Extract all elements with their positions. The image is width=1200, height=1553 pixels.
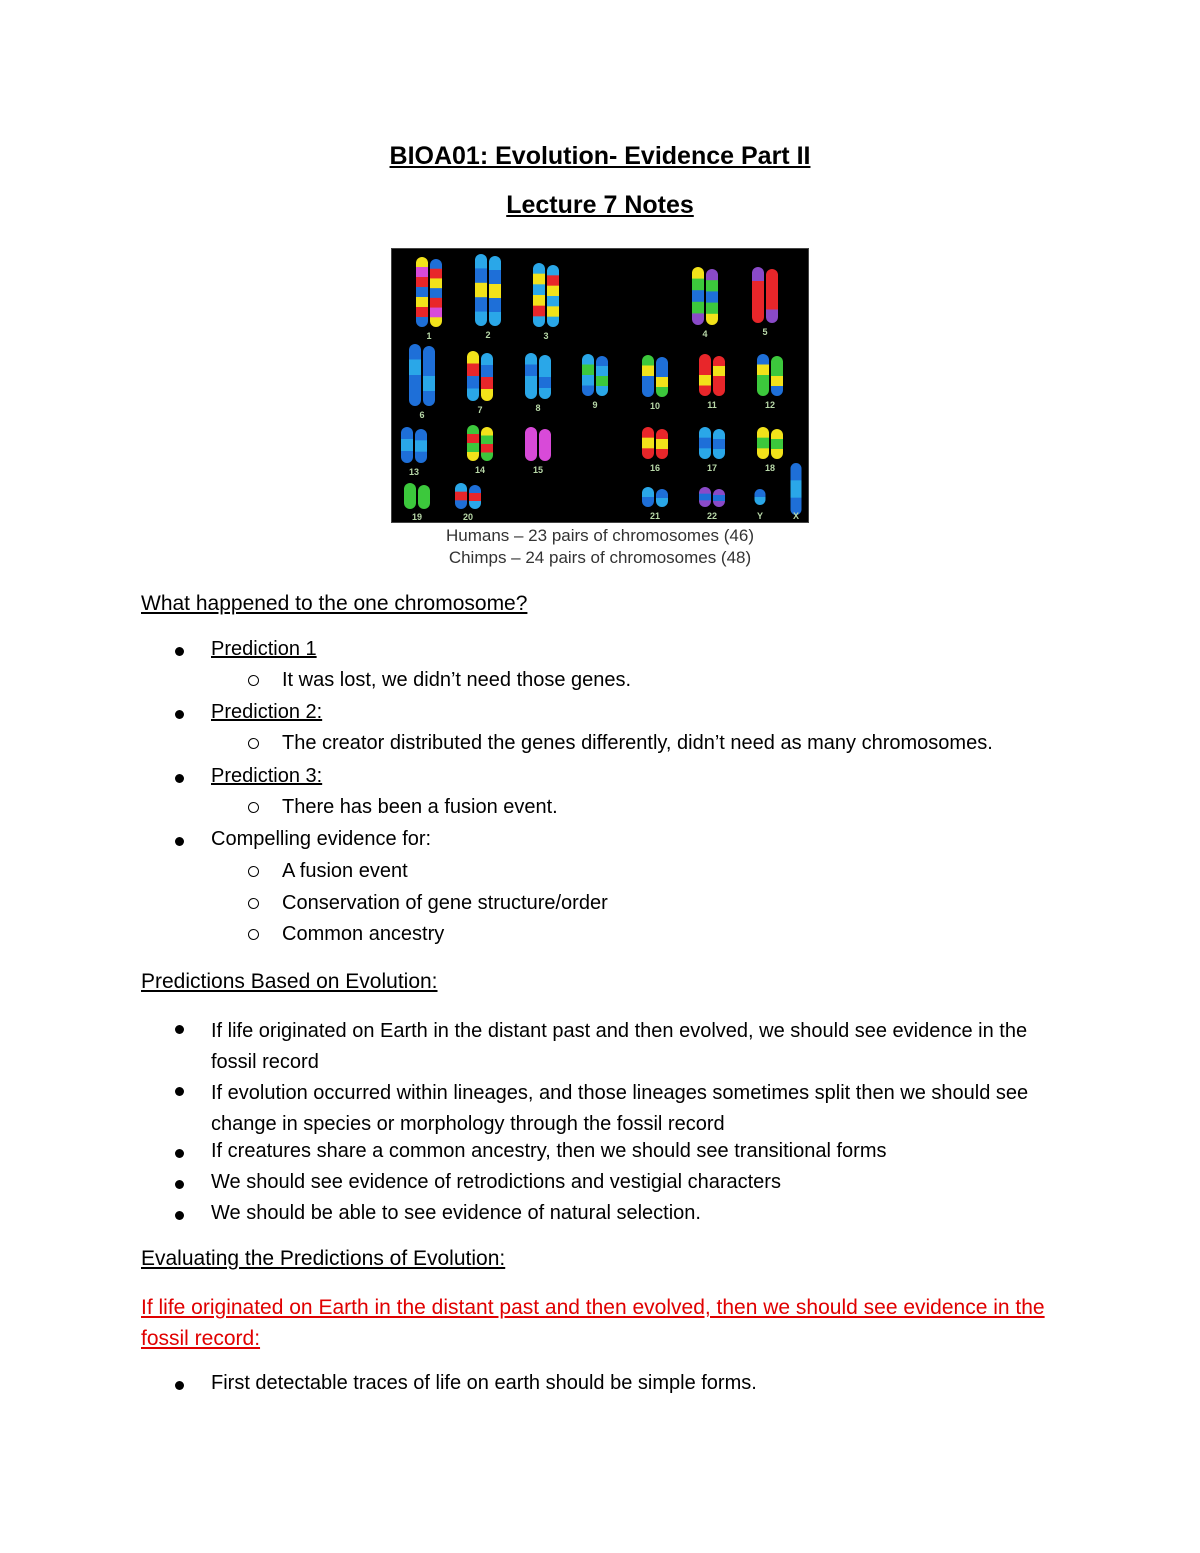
chromosome-karyotype-image bbox=[391, 248, 809, 523]
list-item bbox=[0, 1140, 1200, 1171]
red-subheading: If life originated on Earth in the distant past and then evolved, then we should see evidence in the fossil record: bbox=[141, 1296, 1045, 1350]
bullet-icon bbox=[175, 1211, 184, 1220]
chromosome-label: 22 bbox=[706, 511, 718, 521]
bullet-icon bbox=[175, 1087, 184, 1096]
chromosome-label: X bbox=[792, 511, 800, 521]
section-heading-evaluating: Evaluating the Predictions of Evolution: bbox=[141, 1247, 506, 1270]
chromosome-label: 8 bbox=[535, 403, 541, 413]
list-item bbox=[0, 1078, 1200, 1135]
sub-bullet-icon bbox=[248, 929, 259, 940]
evidence-item: A fusion event bbox=[282, 860, 408, 882]
chromosome-label: 15 bbox=[532, 465, 544, 475]
sub-item-prediction-2 bbox=[0, 732, 1200, 763]
prediction-3-detail: There has been a fusion event. bbox=[282, 796, 558, 818]
chromosome-label: 5 bbox=[762, 327, 768, 337]
chromosome-pair-15 bbox=[525, 427, 551, 475]
list-item bbox=[0, 1372, 1200, 1403]
document-subtitle: Lecture 7 Notes bbox=[506, 191, 694, 219]
chromosome-pair-20 bbox=[455, 483, 481, 522]
document-title: BIOA01: Evolution- Evidence Part II bbox=[389, 142, 811, 170]
prediction-2-detail: The creator distributed the genes differently, didn’t need as many chromosomes. bbox=[282, 732, 993, 754]
chromosome-pair-10 bbox=[642, 355, 668, 411]
chromosome-pair-22 bbox=[699, 487, 725, 521]
evidence-item: Conservation of gene structure/order bbox=[282, 892, 608, 914]
chromosome-label: 12 bbox=[764, 400, 776, 410]
list-item-prediction-3 bbox=[0, 765, 1200, 796]
chromosome-label: 11 bbox=[707, 400, 717, 410]
chromosome-pair-12 bbox=[757, 354, 783, 410]
list-item bbox=[0, 1016, 1200, 1073]
bullet-icon bbox=[175, 710, 184, 719]
chromosome-pair-11 bbox=[699, 354, 725, 410]
sub-bullet-icon bbox=[248, 898, 259, 909]
chromosome-pair-4 bbox=[692, 267, 718, 339]
chromosome-label: 13 bbox=[408, 467, 420, 477]
chromosome-pair-13 bbox=[401, 427, 427, 477]
sub-item-prediction-1 bbox=[0, 669, 1200, 700]
chromosome-label: 3 bbox=[543, 331, 549, 341]
chromosome-label: 6 bbox=[419, 410, 425, 420]
chromosome-label: 4 bbox=[702, 329, 708, 339]
chromosome-pair-Y bbox=[755, 489, 766, 521]
list-item-prediction-2 bbox=[0, 701, 1200, 732]
chromosome-pair-6 bbox=[409, 344, 435, 420]
chromosome-label: 1 bbox=[426, 331, 432, 341]
prediction-item-text: If life originated on Earth in the distant past and then evolved, we should see evidence in the fossil record bbox=[211, 1020, 1028, 1073]
chromosome-label: 9 bbox=[592, 400, 598, 410]
prediction-1-label: Prediction 1 bbox=[211, 638, 317, 660]
prediction-1-detail: It was lost, we didn’t need those genes. bbox=[282, 669, 632, 691]
evidence-label: Compelling evidence for: bbox=[211, 828, 432, 850]
chromosome-pair-2 bbox=[475, 254, 501, 340]
bullet-icon bbox=[175, 1149, 184, 1158]
section-heading-predictions: Predictions Based on Evolution: bbox=[141, 970, 438, 993]
list-item-evidence bbox=[0, 828, 1200, 859]
prediction-3-label: Prediction 3: bbox=[211, 765, 323, 787]
chromosome-label: 14 bbox=[474, 465, 486, 475]
figure-caption-humans: Humans – 23 pairs of chromosomes (46) bbox=[445, 526, 755, 545]
karyotype-graphic bbox=[392, 249, 808, 522]
sub-bullet-icon bbox=[248, 675, 259, 686]
chromosome-pair-14 bbox=[467, 425, 493, 475]
sub-bullet-icon bbox=[248, 802, 259, 813]
sub-bullet-icon bbox=[248, 738, 259, 749]
sub-item-prediction-3 bbox=[0, 796, 1200, 827]
chromosome-label: 21 bbox=[649, 511, 661, 521]
chromosome-pair-17 bbox=[699, 427, 725, 473]
list-item-prediction-1 bbox=[0, 638, 1200, 669]
sub-bullet-icon bbox=[248, 866, 259, 877]
list-item bbox=[0, 1202, 1200, 1233]
chromosome-label: Y bbox=[756, 511, 764, 521]
prediction-item-text: If creatures share a common ancestry, then we should see transitional forms bbox=[211, 1140, 887, 1162]
section-heading-chromosome: What happened to the one chromosome? bbox=[141, 592, 528, 615]
prediction-item-text: If evolution occurred within lineages, and those lineages sometimes split then we should see change in species or morphology through the fossil record bbox=[211, 1082, 1029, 1135]
chromosome-pair-X bbox=[791, 463, 802, 521]
bullet-icon bbox=[175, 1381, 184, 1390]
evidence-item: Common ancestry bbox=[282, 923, 445, 945]
figure-caption-chimps: Chimps – 24 pairs of chromosomes (48) bbox=[448, 548, 752, 567]
sub-item-evidence bbox=[0, 892, 1200, 923]
chromosome-label: 16 bbox=[649, 463, 661, 473]
prediction-item-text: We should be able to see evidence of natural selection. bbox=[211, 1202, 701, 1224]
chromosome-pair-1 bbox=[416, 257, 442, 341]
chromosome-pair-9 bbox=[582, 354, 608, 410]
evaluation-item-text: First detectable traces of life on earth should be simple forms. bbox=[211, 1372, 757, 1394]
sub-item-evidence bbox=[0, 860, 1200, 891]
bullet-icon bbox=[175, 647, 184, 656]
bullet-icon bbox=[175, 837, 184, 846]
chromosome-pair-21 bbox=[642, 487, 668, 521]
bullet-icon bbox=[175, 1025, 184, 1034]
chromosome-label: 17 bbox=[706, 463, 718, 473]
sub-item-evidence bbox=[0, 923, 1200, 954]
chromosome-pair-5 bbox=[752, 267, 778, 337]
prediction-item-text: We should see evidence of retrodictions and vestigial characters bbox=[211, 1171, 781, 1193]
chromosome-label: 7 bbox=[477, 405, 483, 415]
chromosome-label: 18 bbox=[764, 463, 776, 473]
chromosome-label: 19 bbox=[411, 512, 423, 522]
chromosome-pair-19 bbox=[404, 483, 430, 522]
bullet-icon bbox=[175, 1180, 184, 1189]
chromosome-label: 20 bbox=[462, 512, 474, 522]
chromosome-pair-16 bbox=[642, 427, 668, 473]
chromosome-label: 10 bbox=[649, 401, 661, 411]
chromosome-label: 2 bbox=[485, 330, 491, 340]
list-item bbox=[0, 1171, 1200, 1202]
chromosome-pair-3 bbox=[533, 263, 559, 341]
prediction-2-label: Prediction 2: bbox=[211, 701, 323, 723]
chromosome-pair-18 bbox=[757, 427, 783, 473]
chromosome-pair-8 bbox=[525, 353, 551, 413]
chromosome-pair-7 bbox=[467, 351, 493, 415]
bullet-icon bbox=[175, 774, 184, 783]
